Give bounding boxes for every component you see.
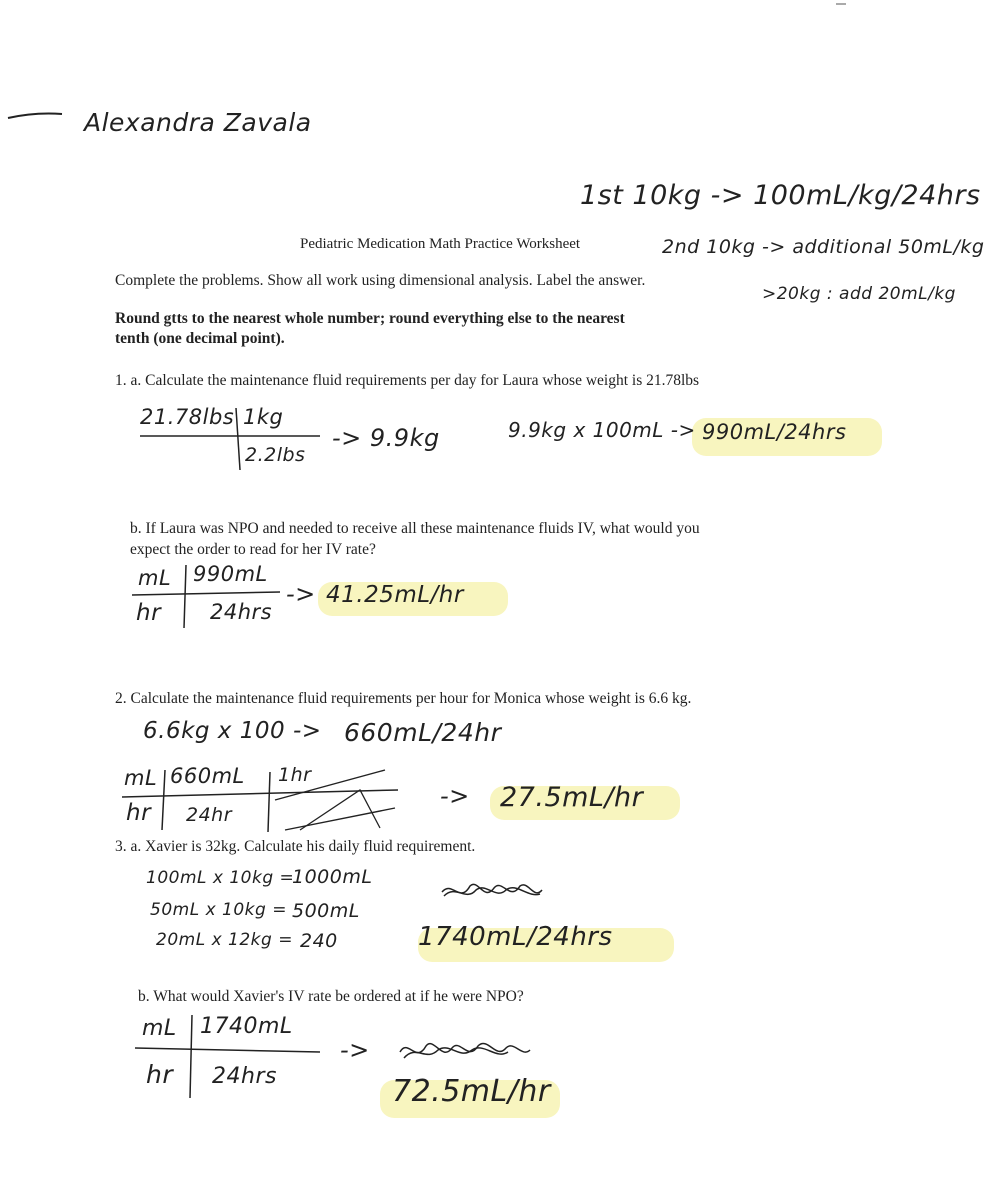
question-1a: 1. a. Calculate the maintenance fluid requirements per day for Laura whose weight is 21.78lbs bbox=[115, 372, 700, 389]
q2-top-mid: 660mL bbox=[170, 764, 245, 788]
q3a-row3-calc: 20mL x 12kg = bbox=[156, 930, 293, 950]
q3b-answer: 72.5mL/hr bbox=[392, 1074, 551, 1109]
q2-arrow: -> bbox=[440, 782, 470, 810]
q1b-answer: 41.25mL/hr bbox=[326, 582, 464, 608]
question-1b-line1: b. If Laura was NPO and needed to receive all these maintenance fluids IV, what would you bbox=[130, 520, 700, 537]
q2-bottom-left: hr bbox=[126, 800, 152, 826]
q3a-row1-calc: 100mL x 10kg = bbox=[146, 868, 295, 888]
q1a-fraction-top-right: 1kg bbox=[243, 405, 284, 429]
q1b-arrow: -> bbox=[286, 580, 316, 608]
q3b-arrow: -> bbox=[340, 1036, 370, 1064]
q1b-bottom-left: hr bbox=[136, 600, 162, 626]
q1a-arrow-result: -> 9.9kg bbox=[332, 424, 440, 452]
question-1b-line2: expect the order to read for her IV rate? bbox=[130, 541, 376, 558]
side-note-line2: 2nd 10kg -> additional 50mL/kg bbox=[662, 236, 984, 258]
question-3a: 3. a. Xavier is 32kg. Calculate his daily fluid requirement. bbox=[115, 838, 476, 855]
q1a-calc: 9.9kg x 100mL -> bbox=[508, 418, 696, 442]
worksheet-title: Pediatric Medication Math Practice Worksheet bbox=[300, 236, 581, 252]
student-name: Alexandra Zavala bbox=[84, 108, 312, 137]
q3a-answer: 1740mL/24hrs bbox=[418, 922, 613, 952]
q2-answer: 27.5mL/hr bbox=[500, 782, 644, 813]
q1b-bottom-right: 24hrs bbox=[210, 600, 273, 624]
rounding-note-line2: tenth (one decimal point). bbox=[115, 330, 285, 347]
q3b-top-left: mL bbox=[142, 1016, 177, 1041]
side-note-line3: >20kg : add 20mL/kg bbox=[762, 284, 956, 304]
q1a-answer: 990mL/24hrs bbox=[702, 420, 847, 444]
question-2: 2. Calculate the maintenance fluid requirements per hour for Monica whose weight is 6.6 kg. bbox=[115, 690, 692, 707]
q2-bottom-mid: 24hr bbox=[186, 804, 233, 826]
q2-top-left: mL bbox=[124, 766, 158, 790]
q3a-row3-result: 240 bbox=[300, 930, 338, 952]
q2-top-right: 1hr bbox=[278, 764, 312, 786]
rounding-note-line1: Round gtts to the nearest whole number; round everything else to the nearest bbox=[115, 310, 625, 327]
q3b-top-right: 1740mL bbox=[200, 1014, 293, 1039]
q2-line1: 6.6kg x 100 -> bbox=[143, 718, 322, 744]
side-note-line1: 1st 10kg -> 100mL/kg/24hrs bbox=[580, 180, 981, 211]
q1b-top-left: mL bbox=[138, 566, 172, 590]
q3b-bottom-right: 24hrs bbox=[212, 1064, 277, 1089]
scribble-mark bbox=[438, 876, 546, 906]
question-3b: b. What would Xavier's IV rate be ordered at if he were NPO? bbox=[138, 988, 524, 1005]
q3b-bottom-left: hr bbox=[146, 1060, 174, 1089]
q3a-row2-result: 500mL bbox=[292, 900, 360, 922]
q1a-fraction-bottom: 2.2lbs bbox=[245, 444, 306, 466]
instructions: Complete the problems. Show all work using dimensional analysis. Label the answer. bbox=[115, 272, 646, 289]
scribble-mark bbox=[396, 1034, 536, 1068]
q1b-top-right: 990mL bbox=[193, 562, 268, 586]
q3a-row1-result: 1000mL bbox=[292, 866, 373, 888]
q1a-fraction-top-left: 21.78lbs bbox=[140, 405, 235, 429]
q3a-row2-calc: 50mL x 10kg = bbox=[150, 900, 287, 920]
q2-line1-result: 660mL/24hr bbox=[344, 718, 502, 747]
